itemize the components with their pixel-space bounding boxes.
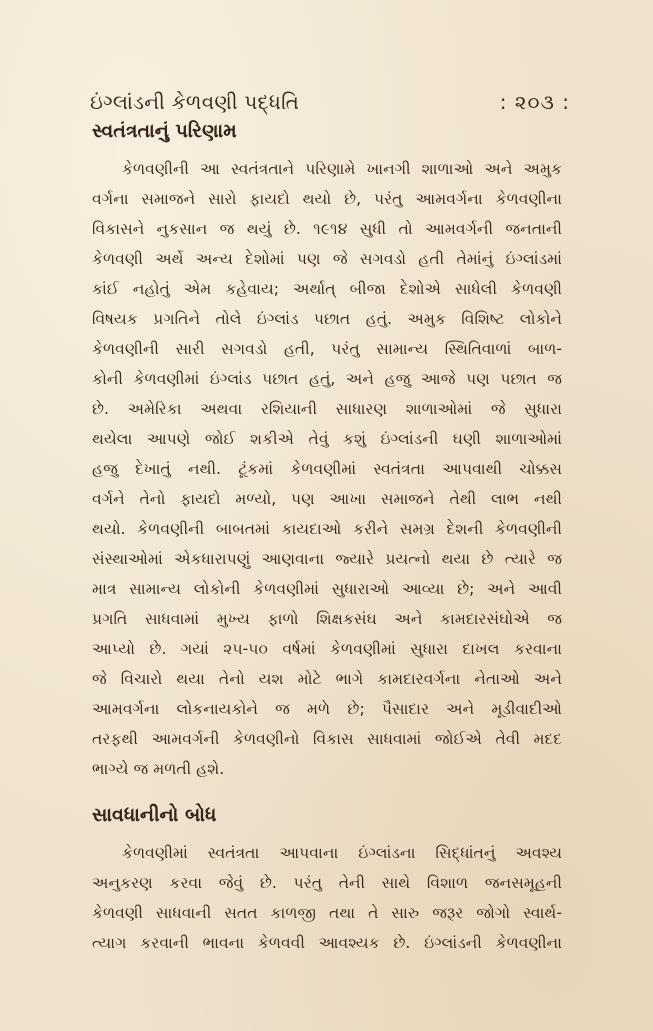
text-line: કેળવણીમાં સ્વતંત્રતા આપવાના ઇંગ્લાંડના સિદ્ધાંતનું અવશ્ય — [122, 844, 562, 862]
text-line: જે વિચારો થયા તેનો યશ મોટે ભાગે કામદારવર્ગના નેતાઓ અને — [92, 670, 562, 688]
section-body-caution — [92, 838, 562, 958]
text-line: ત્યાગ કરવાની ભાવના કેળવવી આવશ્યક છે. ઇંગ્લાંડની કેળવણીના — [92, 934, 562, 952]
running-header — [90, 86, 570, 118]
text-line: વિષયક પ્રગતિને તોલે ઇંગ્લાંડ પછાત હતું. અમુક વિશિષ્ટ લોકોને — [92, 310, 562, 328]
text-line: વિકાસને નુકસાન જ થયું છે. ૧૯૧૪ સુધી તો આમવર્ગની જનતાની — [92, 220, 562, 238]
section-heading-result: સ્વતંત્રતાનું પરિણામ — [92, 120, 237, 142]
text-line: છે. અમેરિકા અથવા રશિયાની સાધારણ શાળાઓમાં જે સુધારા — [92, 400, 562, 418]
text-line: માત્ર સામાન્ય લોકોની કેળવણીમાં સુધારાઓ આવ્યા છે; અને આવી — [92, 580, 562, 598]
text-line: કેળવણી અર્થે અન્ય દેશોમાં પણ જે સગવડો હતી તેમાંનું ઇંગ્લાંડમાં — [92, 250, 562, 268]
text-line: કેળવણીની આ સ્વતંત્રતાને પરિણામે ખાનગી શાળાઓ અને અમુક — [122, 160, 562, 178]
text-line: તરફથી આમવર્ગની કેળવણીનો વિકાસ સાધવામાં જોઈએ તેવી મદદ — [92, 730, 562, 748]
text-line: કાંઈ નહોતું એમ કહેવાય; અર્થાત્ બીજા દેશોએ સાધેલી કેળવણી — [92, 280, 562, 298]
text-line: હજુ દેખાતું નથી. ટૂંકમાં કેળવણીમાં સ્વતંત્રતા આપવાથી ચોક્કસ — [92, 460, 562, 478]
text-line: ભાગ્યે જ મળતી હશે. — [92, 760, 225, 778]
text-line: આમવર્ગના લોકનાયકોને જ મળે છે; પૈસાદાર અને મૂડીવાદીઓ — [92, 700, 562, 718]
text-line: કેળવણીની સારી સગવડો હતી, પરંતુ સામાન્ય સ્થિતિવાળાં બાળ- — [92, 340, 562, 358]
text-line: આપ્યો છે. ગયાં ૨૫-૫૦ વર્ષમાં કેળવણીમાં સુધારા દાખલ કરવાના — [92, 640, 562, 658]
text-line: પ્રગતિ સાધવામાં મુખ્ય ફાળો શિક્ષકસંઘ અને કામદારસંઘોએ જ — [92, 610, 562, 628]
text-line: સંસ્થાઓમાં એકધારાપણું આણવાના જ્યારે પ્રયત્નો થયા છે ત્યારે જ — [92, 550, 562, 568]
page-number: : ૨૦૩ : — [499, 90, 570, 114]
text-line: અનુકરણ કરવા જેવું છે. પરંતુ તેની સાથે વિશાળ જનસમૂહની — [92, 874, 562, 892]
text-line: વર્ગના સમાજને સારો ફાયદો થયો છે, પરંતુ આમવર્ગના કેળવણીના — [92, 190, 562, 208]
text-line: કેળવણી સાધવાની સતત કાળજી તથા તે સારુ જરૂર જોગો સ્વાર્થ- — [92, 904, 562, 922]
text-line: થયો. કેળવણીની બાબતમાં કાયદાઓ કરીને સમગ્ર દેશની કેળવણીની — [92, 520, 562, 538]
text-line: થયેલા આપણે જોઈ શકીએ તેવું કશું ઇંગ્લાંડની ઘણી શાળાઓમાં — [92, 430, 562, 448]
text-line: કોની કેળવણીમાં ઇંગ્લાંડ પછાત હતું, અને હજુ આજે પણ પછાત જ — [92, 370, 562, 388]
section-body-result — [92, 154, 562, 784]
section-heading-caution: સાવધાનીનો બોધ — [92, 804, 217, 826]
text-line: વર્ગને તેનો ફાયદો મળ્યો, પણ આખા સમાજને તેથી લાભ નથી — [92, 490, 562, 508]
chapter-title: ઇંગ્લાંડની કેળવણી પદ્ધતિ — [90, 90, 300, 114]
